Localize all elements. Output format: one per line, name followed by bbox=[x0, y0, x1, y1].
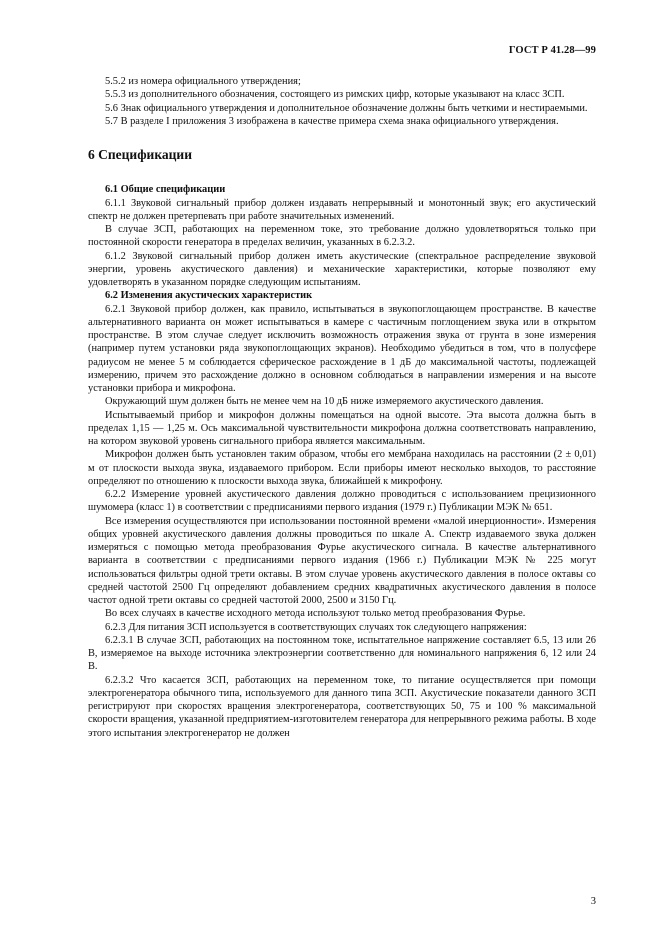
paragraph-6-2-1: 6.2.1 Звуковой прибор должен, как правило, испытываться в звукопоглощающем пространстве. В качестве альтернативного варианта он может испытываться в камере с частичным поглощением звука или в открытом пространстве. В этом случае следует исключить возможность отражения звука от грунта в зоне измерения (например путем установки ряда звукопоглощающих экранов). Необходимо убедиться в том, что в полусфере радиусом не менее 5 м соблюдается сферическое расхождение в 1 дБ до максимальной частоты, подлежащей измерению, причем это расхождение должно в основном соблюдаться в направлении измерения и на высоте установки прибора и микрофона. bbox=[88, 303, 596, 394]
paragraph-6-1-1: 6.1.1 Звуковой сигнальный прибор должен издавать непрерывный и монотонный звук; его акустический спектр не должен претерпевать при работе значительных изменений. bbox=[88, 197, 596, 222]
paragraph-6-2-2: 6.2.2 Измерение уровней акустического давления должно проводиться с использованием прецизионного шумомера (класс 1) в соответствии с предписаниями первого издания (1979 г.) Публикации МЭК № 651. bbox=[88, 489, 596, 514]
paragraph-6-2-3-1: 6.2.3.1 В случае ЗСП, работающих на постоянном токе, испытательное напряжение составляет 6.5, 13 или 26 В, измеряемое на выходе источника электроэнергии соответственно для номинального напряжения 6, 12 или 24 В. bbox=[88, 634, 596, 673]
paragraph-ambient-noise: Окружающий шум должен быть не менее чем на 10 дБ ниже измеряемого акустического давления. bbox=[105, 396, 544, 408]
paragraph-fourier: Во всех случаях в качестве исходного метода используют только метод преобразования Фурье. bbox=[105, 608, 526, 620]
paragraph-6-1-1-ac: В случае ЗСП, работающих на переменном токе, это требование должно удовлетворяться только при постоянной скорости генератора в пределах величин, указанных в 6.2.3.2. bbox=[88, 224, 596, 249]
paragraph-5-5-3: 5.5.3 из дополнительного обозначения, состоящего из римских цифр, которые указывают на класс ЗСП. bbox=[105, 89, 565, 101]
paragraph-6-1-2: 6.1.2 Звуковой сигнальный прибор должен иметь акустические (спектральное распределение звуковой энергии, уровень акустического давления) и механические характеристики, которые позволяют ему удовлетворять в указанном порядке следующим испытаниям. bbox=[88, 250, 596, 288]
paragraph-6-2-3: 6.2.3 Для питания ЗСП используется в соответствующих случаях ток следующего напряжения: bbox=[105, 621, 527, 633]
document-page bbox=[88, 0, 596, 936]
document-header-code: ГОСТ Р 41.28—99 bbox=[508, 45, 596, 56]
document-body bbox=[88, 75, 596, 740]
section-6-heading: 6 Спецификации bbox=[88, 147, 192, 162]
subsection-6-1-heading: 6.1 Общие спецификации bbox=[105, 184, 226, 196]
paragraph-microphone: Микрофон должен быть установлен таким образом, чтобы его мембрана находилась на расстоянии (2 ± 0,01) м от плоскости выхода звука, издаваемого прибором. Если приборы имеют несколько выходов, то расстояние определяют по отношению к плоскости выхода звука, ближайшей к микрофону. bbox=[88, 449, 596, 487]
paragraph-5-7: 5.7 В разделе I приложения 3 изображена в качестве примера схема знака официального утверждения. bbox=[105, 115, 559, 127]
paragraph-measurements: Все измерения осуществляются при использовании постоянной времени «малой инерционности». Измерения общих уровней акустического давления должны проводиться по шкале А. Спектр издаваемого звука должен измеряться с помощью метода преобразования Фурье акустического сигнала. В качестве альтернативного варианта в соответствии с предписаниями первого издания (1966 г.) Публикации МЭК № 225 могут использоваться фильтры одной трети октавы. В этом случае уровень акустического давления в полосе октавы со средней частотой 2500 Гц определяют добавлением средних квадратичных акустического давления в полосе частот одной трети октавы со средней частотой 2000, 2500 и 3150 Гц. bbox=[88, 515, 596, 606]
paragraph-5-6: 5.6 Знак официального утверждения и дополнительное обозначение должны быть четкими и нестираемыми. bbox=[105, 102, 588, 114]
page-number: 3 bbox=[590, 896, 596, 907]
paragraph-5-5-2: 5.5.2 из номера официального утверждения; bbox=[105, 76, 301, 87]
paragraph-6-2-3-2: 6.2.3.2 Что касается ЗСП, работающих на переменном токе, то питание осуществляется при помощи электрогенератора обычного типа, используемого для данного типа ЗСП. Акустические показатели данного ЗСП регистрируют при скоростях вращения электрогенератора, соответствующих 50, 75 и 100 % максимальной скорости вращения, указанной предприятием-изготовителем генератора для непрерывного режима работы. В ходе этого испытания электрогенератор не должен bbox=[88, 674, 596, 739]
subsection-6-2-heading: 6.2 Изменения акустических характеристик bbox=[105, 290, 313, 302]
paragraph-device-height: Испытываемый прибор и микрофон должны помещаться на одной высоте. Эта высота должна быть в пределах 1,15 — 1,25 м. Ось максимальной чувствительности микрофона должна соответствовать направлению, на котором звуковой уровень сигнального прибора является максимальным. bbox=[88, 409, 596, 447]
